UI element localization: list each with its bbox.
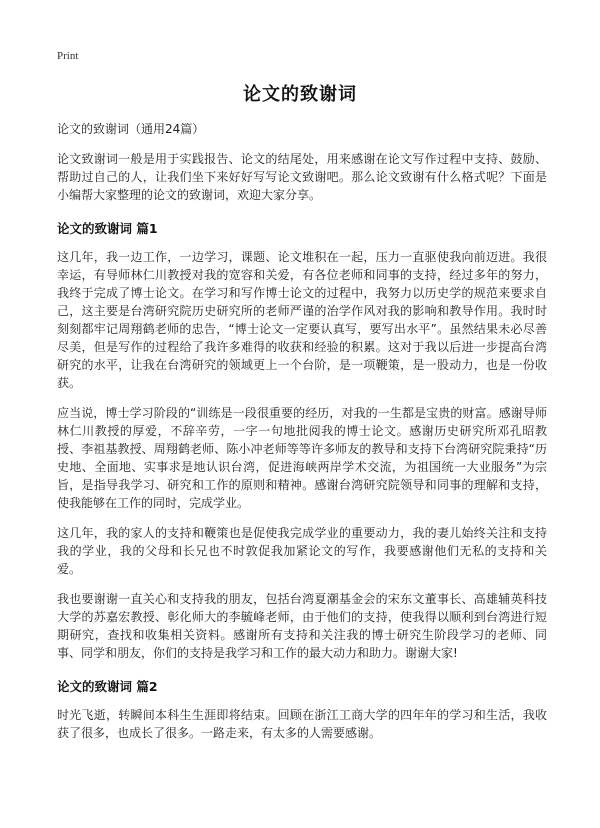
- section-heading-2: 论文的致谢词 篇2: [57, 679, 158, 694]
- intro-paragraph: 论文致谢词一般是用于实践报告、论文的结尾处，用来感谢在论文写作过程中支持、鼓励、帮助过自己的人，让我们坐下来好好写写论文致谢吧。那么论文致谢有什么格式呢？下面是小编帮大家整理的论文的致谢词，欢迎大家分享。: [57, 152, 547, 202]
- document-subtitle: 论文的致谢词（通用24篇）: [57, 122, 205, 136]
- section-heading-1: 论文的致谢词 篇1: [57, 221, 158, 236]
- section-1-paragraph-3: 这几年，我的家人的支持和鞭策也是促使我完成学业的重要动力，我的妻儿始终关注和支持我的学业，我的父母和长兄也不时敦促我加紧论文的写作，我要感谢他们无私的支持和关爱。: [57, 526, 547, 576]
- section-2-paragraph-1: 时光飞逝，转瞬间本科生生涯即将结束。回顾在浙江工商大学的四年年的学习和生活，我收获了很多，也成长了很多。一路走来，有太多的人需要感谢。: [57, 708, 547, 740]
- document-body: [57, 120, 547, 754]
- section-1-paragraph-1: 这几年，我一边工作，一边学习，课题、论文堆积在一起，压力一直驱使我向前迈进。我很幸运，有导师林仁川教授对我的宽容和关爱，有各位老师和同事的支持，经过多年的努力，我终于完成了博士论文。在学习和写作博士论文的过程中，我努力以历史学的规范来要求自己，这主要是台湾研究院历史研究所的老师严谨的治学作风对我的影响和教导作用。我时时刻刻都牢记周翔鹤老师的忠告，“博士论文一定要认真写，要写出水平”。虽然结果未必尽善尽美，但是写作的过程给了我许多难得的收获和经验的积累。这对于我以后进一步提高台湾研究的水平，让我在台湾研究的领域更上一个台阶，是一项鞭策，是一股动力，也是一份收获。: [57, 250, 547, 390]
- page-title: 论文的致谢词: [243, 84, 357, 105]
- section-1-paragraph-4: 我也要谢谢一直关心和支持我的朋友，包括台湾夏潮基金会的宋东文董事长、高雄辅英科技大学的苏嘉宏教授、彰化师大的李毓峰老师，由于他们的支持，使我得以顺利到台湾进行短期研究，查找和收集相关资料。感谢所有支持和关注我的博士研究生阶段学习的老师、同事、同学和朋友，你们的支持是我学习和工作的最大动力和助力。谢谢大家!: [57, 592, 547, 660]
- print-label: Print: [57, 50, 79, 62]
- section-1-paragraph-2: 应当说，博士学习阶段的“训练是一段很重要的经历，对我的一生都是宝贵的财富。感谢导师林仁川教授的厚爱，不辞辛劳，一字一句地批阅我的博士论文。感谢历史研究所邓孔昭教授、李祖基教授、周翔鹤老师、陈小冲老师等等许多师友的教导和支持下台湾研究院秉持“历史地、全面地、实事求是地认识台湾，促进海峡两岸学术交流，为祖国统一大业服务”为宗旨，是指导我学习、研究和工作的原则和精神。感谢台湾研究院领导和同事的理解和支持，使我能够在工作的同时，完成学业。: [57, 406, 547, 510]
